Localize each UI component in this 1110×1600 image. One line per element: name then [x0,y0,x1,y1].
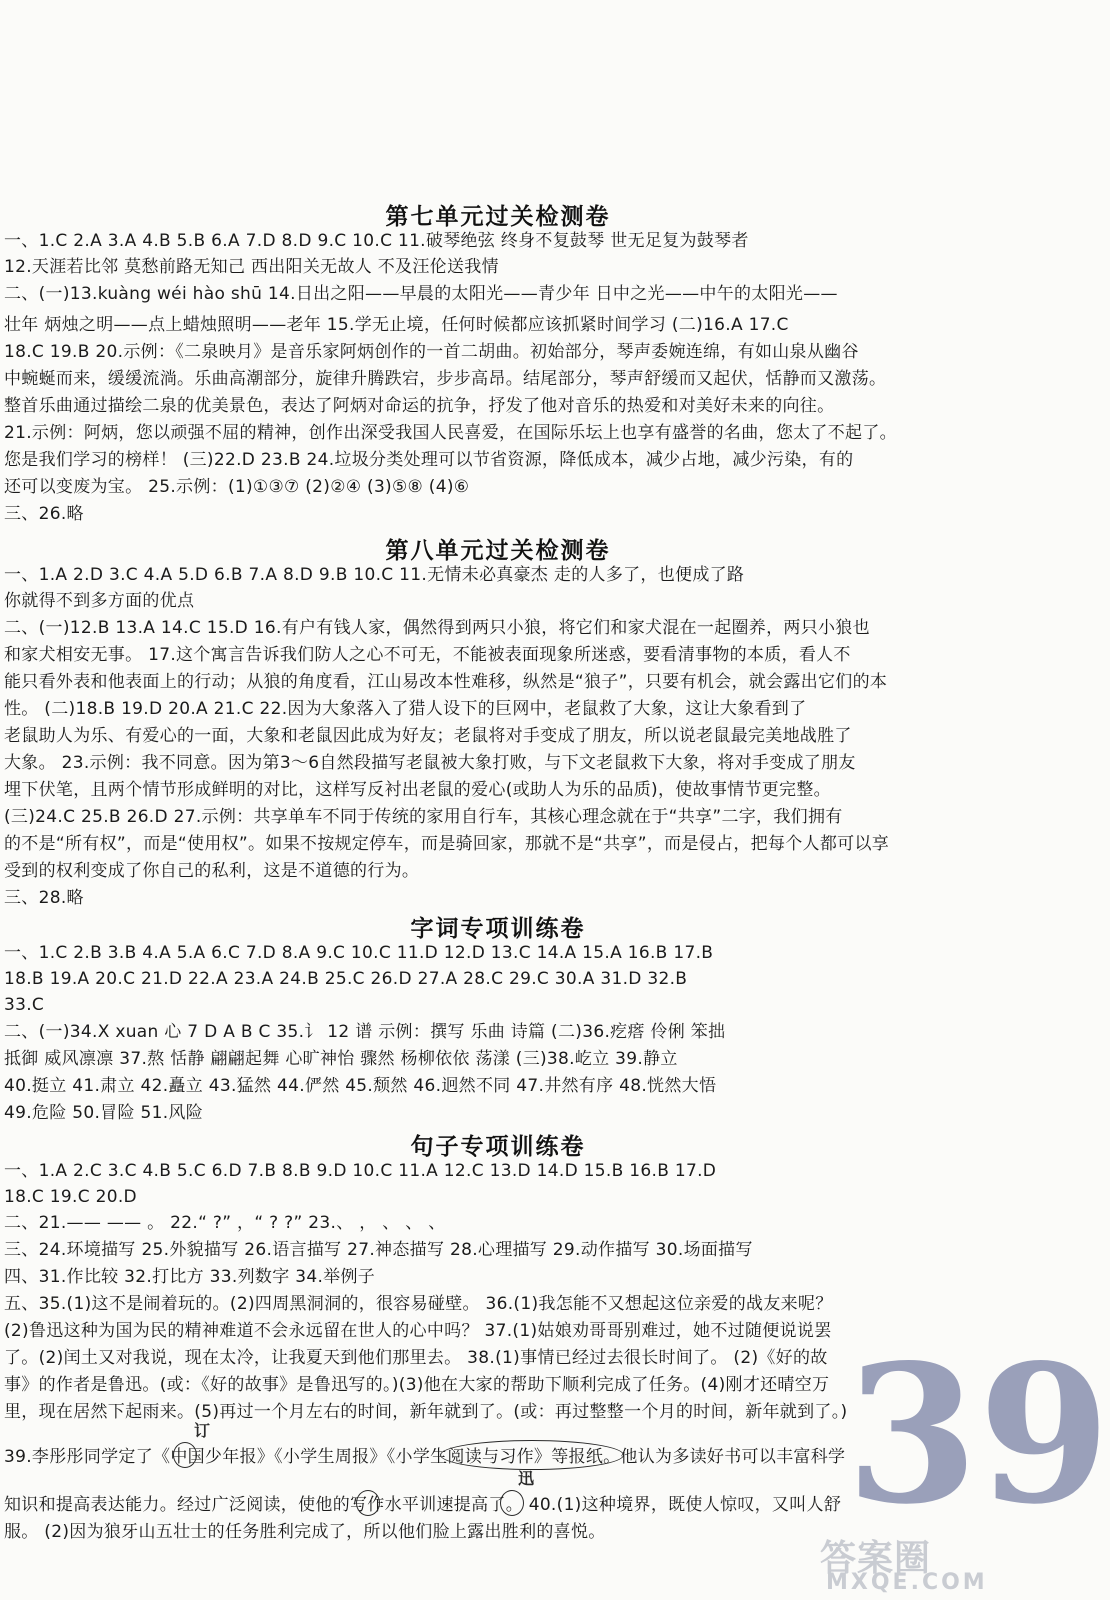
answer-line: 二、(一)34.X xuan 心 7 D A B C 35.讠 12 谱 示例：撰写 乐曲 诗篇 (二)36.疙瘩 伶俐 笨拙 [4,1022,726,1042]
correction-ding: 订 [194,1421,211,1440]
answer-line: 的不是“所有权”，而是“使用权”。如果不按规定停车，而是骑回家，那就不是“共享”，而是侵占，把每个人都可以享 [4,834,890,854]
answer-line: 二、(一)12.B 13.A 14.C 15.D 16.有户有钱人家，偶然得到两只小狼，将它们和家犬混在一起圈养，两只小狼也 [4,618,870,638]
answer-line: 和家犬相安无事。 17.这个寓言告诉我们防人之心不可无，不能被表面现象所迷惑，要看清事物的本质，看人不 [4,645,851,665]
answer-line: 服。 (2)因为狼牙山五壮士的任务胜利完成了，所以他们脸上露出胜利的喜悦。 [4,1522,606,1542]
answer-line: 三、24.环境描写 25.外貌描写 26.语言描写 27.神态描写 28.心理描写 29.动作描写 30.场面描写 [4,1240,753,1260]
answer-line: 还可以变废为宝。 25.示例：(1)①③⑦ (2)②④ (3)⑤⑧ (4)⑥ [4,477,470,497]
answer-line: 您是我们学习的榜样！ (三)22.D 23.B 24.垃圾分类处理可以节省资源，降低成本，减少占地，减少污染，有的 [4,450,854,470]
answer-line: 12.天涯若比邻 莫愁前路无知己 西出阳关无故人 不及汪伦送我情 [4,257,499,277]
answer-line: 事》的作者是鲁迅。(或：《好的故事》是鲁迅写的。)(3)他在大家的帮助下顺利完成了任务。(4)刚才还晴空万 [4,1375,830,1395]
answer-line: 老鼠助人为乐、有爱心的一面，大象和老鼠因此成为好友；老鼠将对手变成了朋友，所以说老鼠最完美地战胜了 [4,726,852,746]
answer-line: 二、(一)13.kuàng wéi hào shū 14.日出之阳——早晨的太阳光——青少年 日中之光——中午的太阳光—— [4,284,838,304]
watermark-text: 答案圈 [820,1538,932,1579]
correction-circle [173,1442,197,1468]
answer-line: 一、1.A 2.C 3.C 4.B 5.C 6.D 7.B 8.B 9.D 10.C 11.A 12.C 13.D 14.D 15.B 16.B 17.D [4,1161,717,1181]
answer-line: 一、1.A 2.D 3.C 4.A 5.D 6.B 7.A 8.D 9.B 10.C 11.无情未必真豪杰 走的人多了，也便成了路 [4,565,745,585]
answer-line: 18.C 19.B 20.示例：《二泉映月》是音乐家阿炳创作的一首二胡曲。初始部分，琴声委婉连绵，有如山泉从幽谷 [4,342,859,362]
watermark-url: MXQE.COM [826,1570,988,1595]
answer-line: 三、26.略 [4,504,84,524]
answer-line: (三)24.C 25.B 26.D 27.示例：共享单车不同于传统的家用自行车，其核心理念就在于“共享”二字，我们拥有 [4,807,843,827]
answer-line: 18.C 19.C 20.D [4,1187,137,1207]
answer-line: 49.危险 50.冒险 51.风险 [4,1103,204,1123]
answer-line: 一、1.C 2.A 3.A 4.B 5.B 6.A 7.D 8.D 9.C 10.C 11.破琴绝弦 终身不复鼓琴 世无足复为鼓琴者 [4,231,749,251]
answer-line: 埋下伏笔，且两个情节形成鲜明的对比，这样写反衬出老鼠的爱心(或助人为乐的品质)，使故事情节更完整。 [4,780,831,800]
answer-line: 21.示例：阿炳，您以顽强不屈的精神，创作出深受我国人民喜爱，在国际乐坛上也享有盛誉的名曲，您太了不起了。 [4,423,897,443]
answer-line: 里，现在居然下起雨来。(5)再过一个月左右的时间，新年就到了。(或：再过整整一个月的时间，新年就到了。) [4,1402,848,1422]
answer-line: 三、28.略 [4,888,84,908]
section-title-vocab: 字词专项训练卷 [410,915,586,942]
answer-line: 一、1.C 2.B 3.B 4.A 5.A 6.C 7.D 8.A 9.C 10.C 11.D 12.D 13.C 14.A 15.A 16.B 17.B [4,943,714,963]
correction-circle [356,1490,380,1516]
correction-xun: 迅 [518,1469,535,1488]
answer-line: 壮年 炳烛之明——点上蜡烛照明——老年 15.学无止境，任何时候都应该抓紧时间学习 (二)16.A 17.C [4,315,789,335]
answer-line: 中蜿蜒而来，缓缓流淌。乐曲高潮部分，旋律升腾跌宕，步步高昂。结尾部分，琴声舒缓而又起伏，恬静而又激荡。 [4,369,887,389]
answer-line: 你就得不到多方面的优点 [4,591,195,611]
section-title-unit7: 第七单元过关检测卷 [385,203,611,230]
answer-line: (2)鲁迅这种为国为民的精神难道不会永远留在世人的心中吗？ 37.(1)姑娘劝哥哥别难过，她不过随便说说罢 [4,1321,832,1341]
answer-line: 18.B 19.A 20.C 21.D 22.A 23.A 24.B 25.C 26.D 27.A 28.C 29.C 30.A 31.D 32.B [4,969,688,989]
answer-line: 整首乐曲通过描绘二泉的优美景色，表达了阿炳对命运的抗争，抒发了他对音乐的热爱和对美好未来的向往。 [4,396,835,416]
answer-line: 33.C [4,995,45,1015]
page-number: 39 [846,1323,1110,1546]
answer-line: 性。 (二)18.B 19.D 20.A 21.C 22.因为大象落入了猎人设下的巨网中，老鼠救了大象，这让大象看到了 [4,699,807,719]
answer-line: 五、35.(1)这不是闹着玩的。(2)四周黑洞洞的，很容易碰壁。 36.(1)我怎能不又想起这位亲爱的战友来呢？ [4,1294,833,1314]
answer-line: 能只看外表和他表面上的行动；从狼的角度看，江山易改本性难移，纵然是“狼子”，只要有机会，就会露出它们的本 [4,672,888,692]
section-title-unit8: 第八单元过关检测卷 [385,537,611,564]
answer-line: 39.李彤彤同学定了《中国少年报》《小学生周报》《小学生阅读与习作》等报纸。他认为多读好书可以丰富科学 [4,1447,846,1467]
answer-line: 40.挺立 41.肃立 42.矗立 43.猛然 44.俨然 45.颓然 46.迥然不同 47.井然有序 48.恍然大悟 [4,1076,717,1096]
section-title-sentence: 句子专项训练卷 [410,1133,586,1160]
answer-line: 四、31.作比较 32.打比方 33.列数字 34.举例子 [4,1267,376,1287]
answer-line: 抵御 威风凛凛 37.熬 恬静 翩翩起舞 心旷神怡 骤然 杨柳依依 荡漾 (三)38.屹立 39.静立 [4,1049,678,1069]
correction-circle [500,1490,524,1516]
answer-line: 大象。 23.示例：我不同意。因为第3～6自然段描写老鼠被大象打败，与下文老鼠救下大象，将对手变成了朋友 [4,753,856,773]
answer-line: 二、21.—— —— 。 22.“ ?” ，“ ? ?” 23.、 ， 、 、 、 [4,1213,446,1233]
answer-line: 了。(2)闰土又对我说，现在太冷，让我夏天到他们那里去。 38.(1)事情已经过去很长时间了。 (2)《好的故 [4,1348,828,1368]
answer-line: 知识和提高表达能力。经过广泛阅读，使他的写作水平训速提高了。 40.(1)这种境界，既使人惊叹，又叫人舒 [4,1495,842,1515]
watermark-logo [820,1530,990,1596]
answer-line: 受到的权利变成了你自己的私利，这是不道德的行为。 [4,861,420,881]
